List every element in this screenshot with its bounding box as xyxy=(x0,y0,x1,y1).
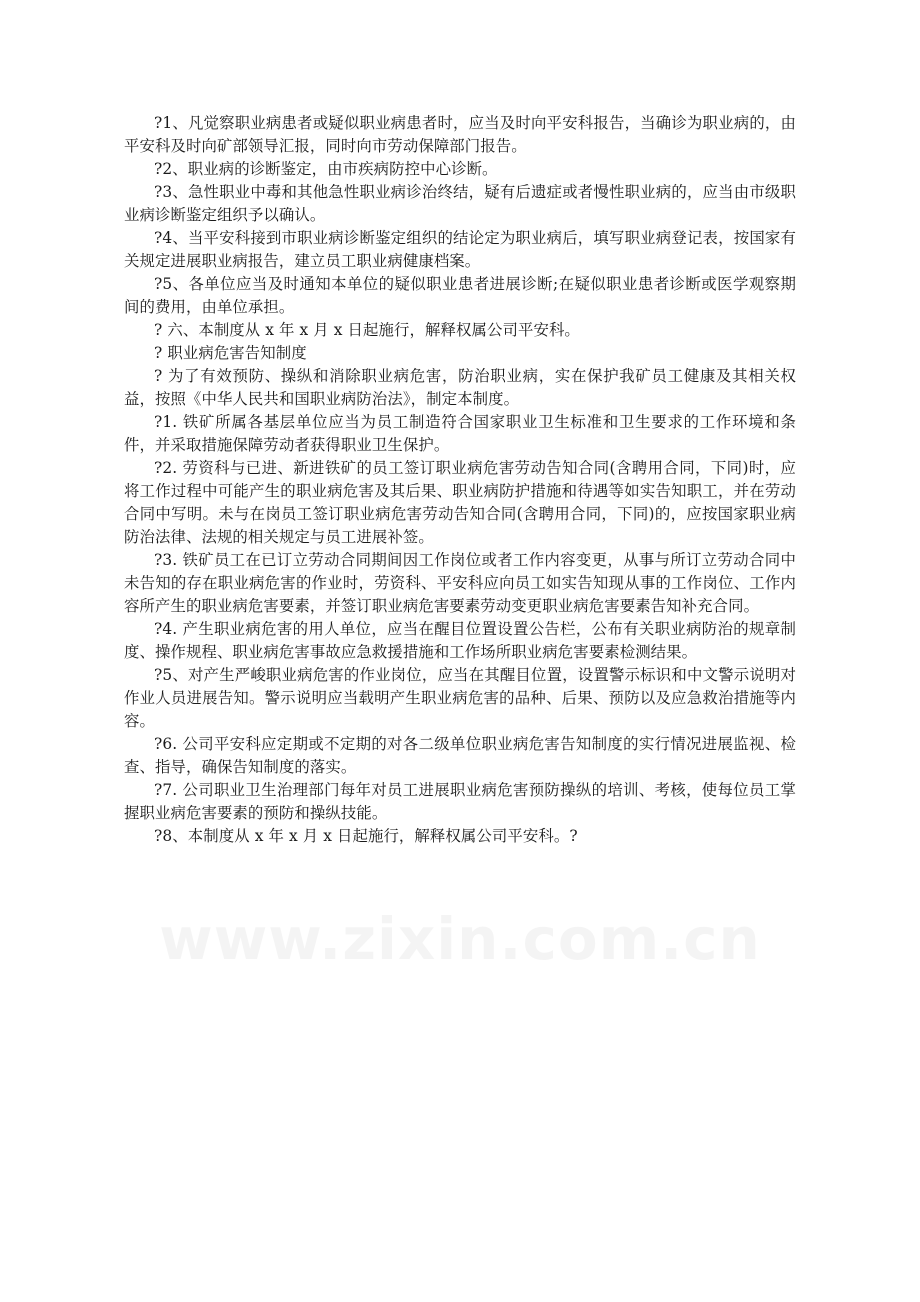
document-body xyxy=(124,112,796,848)
section-title: ? 职业病危害告知制度 xyxy=(154,344,307,362)
paragraph-item-1: ?1. 铁矿所属各基层单位应当为员工制造符合国家职业卫生标准和卫生要求的工作环境和条件，并采取措施保障劳动者获得职业卫生保护。 xyxy=(124,413,796,454)
paragraph-item-7: ?7. 公司职业卫生治理部门每年对员工进展职业病危害预防操纵的培训、考核，使每位员工掌握职业病危害要素的预防和操纵技能。 xyxy=(124,781,796,822)
paragraph-6: ? 六、本制度从 x 年 x 月 x 日起施行，解释权属公司平安科。 xyxy=(154,321,580,339)
paragraph-item-2: ?2. 劳资科与已进、新进铁矿的员工签订职业病危害劳动告知合同(含聘用合同，下同)时，应将工作过程中可能产生的职业病危害及其后果、职业病防护措施和待遇等如实告知职工，并在劳动合同中写明。未与在岗员工签订职业病危害劳动告知合同(含聘用合同，下同)的，应按国家职业病防治法律、法规的相关规定与员工进展补签。 xyxy=(124,459,796,546)
paragraph-intro: ? 为了有效预防、操纵和消除职业病危害，防治职业病，实在保护我矿员工健康及其相关权益，按照《中华人民共和国职业病防治法》，制定本制度。 xyxy=(124,367,796,408)
paragraph-item-5: ?5、对产生严峻职业病危害的作业岗位，应当在其醒目位置，设置警示标识和中文警示说明对作业人员进展告知。警示说明应当载明产生职业病危害的品种、后果、预防以及应急救治措施等内容。 xyxy=(124,666,796,730)
paragraph-3: ?3、急性职业中毒和其他急性职业病诊治终结，疑有后遗症或者慢性职业病的，应当由市级职业病诊断鉴定组织予以确认。 xyxy=(124,183,796,224)
paragraph-4: ?4、当平安科接到市职业病诊断鉴定组织的结论定为职业病后，填写职业病登记表，按国家有关规定进展职业病报告，建立员工职业病健康档案。 xyxy=(124,229,796,270)
paragraph-item-8: ?8、本制度从 x 年 x 月 x 日起施行，解释权属公司平安科。? xyxy=(154,827,578,845)
paragraph-item-3: ?3. 铁矿员工在已订立劳动合同期间因工作岗位或者工作内容变更，从事与所订立劳动合同中未告知的存在职业病危害的作业时，劳资科、平安科应向员工如实告知现从事的工作岗位、工作内容所产生的职业病危害要素，并签订职业病危害要素劳动变更职业病危害要素告知补充合同。 xyxy=(124,551,796,615)
paragraph-item-4: ?4. 产生职业病危害的用人单位，应当在醒目位置设置公告栏，公布有关职业病防治的规章制度、操作规程、职业病危害事故应急救援措施和工作场所职业病危害要素检测结果。 xyxy=(124,620,796,661)
paragraph-5: ?5、各单位应当及时通知本单位的疑似职业患者进展诊断;在疑似职业患者诊断或医学观察期间的费用，由单位承担。 xyxy=(124,275,796,316)
paragraph-2: ?2、职业病的诊断鉴定，由市疾病防控中心诊断。 xyxy=(154,160,498,178)
paragraph-item-6: ?6. 公司平安科应定期或不定期的对各二级单位职业病危害告知制度的实行情况进展监视、检查、指导，确保告知制度的落实。 xyxy=(124,735,796,776)
watermark xyxy=(0,905,920,973)
paragraph-1: ?1、凡觉察职业病患者或疑似职业病患者时，应当及时向平安科报告，当确诊为职业病的，由平安科及时向矿部领导汇报，同时向市劳动保障部门报告。 xyxy=(124,114,796,155)
